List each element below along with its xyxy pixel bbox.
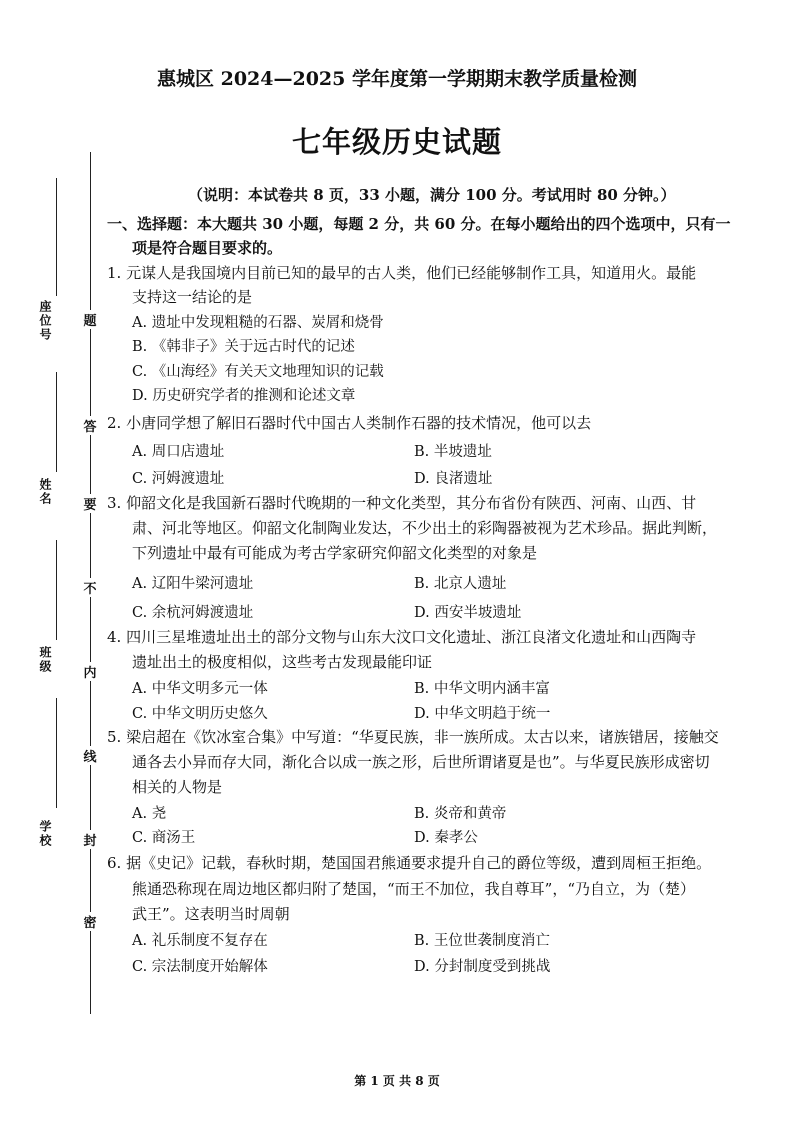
question-3-option-d: D. 西安半坡遗址	[414, 605, 522, 621]
seal-char: 线	[82, 746, 98, 765]
question-2-option-b: B. 半坡遗址	[414, 444, 492, 460]
question-6-stem: 6. 据《史记》记载，春秋时期，楚国国君熊通要求提升自己的爵位等级，遭到周桓王拒绝。	[107, 854, 712, 872]
subject-title: 七年级历史试题	[291, 125, 502, 159]
question-4-option-b: B. 中华文明内涵丰富	[414, 681, 550, 697]
question-5-option-b: B. 炎帝和黄帝	[414, 806, 507, 822]
field-label-school: 学校	[38, 820, 52, 848]
question-5-stem-cont: 相关的人物是	[132, 778, 223, 796]
question-3-option-b: B. 北京人遗址	[414, 576, 507, 592]
question-5-option-a: A. 尧	[132, 806, 167, 822]
field-label-seat: 座位号	[38, 300, 52, 342]
seal-char: 密	[82, 912, 98, 931]
exam-instructions: （说明：本试卷共 8 页，33 小题，满分 100 分。考试用时 80 分钟。）	[188, 186, 676, 204]
field-line-class	[56, 540, 57, 640]
question-6-option-d: D. 分封制度受到挑战	[414, 959, 551, 975]
question-5-option-c: C. 商汤王	[132, 830, 196, 846]
question-6-stem-cont: 武王”。这表明当时周朝	[132, 905, 290, 923]
question-3-stem-cont: 肃、河北等地区。仰韶文化制陶业发达，不少出土的彩陶器被视为艺术珍品。据此判断，	[132, 519, 718, 537]
question-1-option-b: B. 《韩非子》关于远古时代的记述	[132, 339, 355, 355]
question-5-stem-cont: 通各去小异而存大同，渐化合以成一族之形，后世所谓诸夏是也”。与华夏民族形成密切	[132, 753, 710, 771]
seal-char: 封	[82, 830, 98, 849]
field-line-school	[56, 698, 57, 808]
question-6-stem-cont: 熊通恐称现在周边地区都归附了楚国，“而王不加位，我自尊耳”，“乃自立，为（楚）	[132, 880, 696, 898]
field-line-name	[56, 372, 57, 472]
question-1-option-c: C. 《山海经》有关天文地理知识的记载	[132, 364, 384, 380]
field-line-seat	[56, 178, 57, 296]
seal-char: 内	[82, 662, 98, 681]
question-2-stem: 2. 小唐同学想了解旧石器时代中国古人类制作石器的技术情况，他可以去	[107, 414, 592, 432]
seal-char: 题	[82, 310, 98, 329]
seal-char: 答	[82, 416, 98, 435]
question-1-stem-cont: 支持这一结论的是	[132, 288, 253, 306]
page-number: 第 1 页 共 8 页	[354, 1074, 440, 1088]
question-1-option-a: A. 遗址中发现粗糙的石器、炭屑和烧骨	[132, 315, 384, 331]
field-label-name: 姓名	[38, 478, 52, 506]
question-5-stem: 5. 梁启超在《饮冰室合集》中写道：“华夏民族，非一族所成。太古以来，诸族错居，接触交	[107, 728, 719, 746]
section-heading: 一、选择题：本大题共 30 小题，每题 2 分，共 60 分。在每小题给出的四个选项中，只有一	[107, 215, 731, 233]
question-4-option-c: C. 中华文明历史悠久	[132, 706, 268, 722]
question-4-stem: 4. 四川三星堆遗址出土的部分文物与山东大汶口文化遗址、浙江良渚文化遗址和山西陶寺	[107, 628, 697, 646]
seal-char: 不	[82, 578, 98, 597]
question-1-stem: 1. 元谋人是我国境内目前已知的最早的古人类，他们已经能够制作工具，知道用火。最能	[107, 264, 697, 282]
question-2-option-a: A. 周口店遗址	[132, 444, 225, 460]
question-4-option-a: A. 中华文明多元一体	[132, 681, 268, 697]
exam-title: 惠城区 2024—2025 学年度第一学期期末教学质量检测	[157, 68, 637, 90]
question-3-option-c: C. 余杭河姆渡遗址	[132, 605, 254, 621]
question-1-option-d: D. 历史研究学者的推测和论述文章	[132, 388, 356, 404]
question-6-option-c: C. 宗法制度开始解体	[132, 959, 268, 975]
question-3-stem-cont: 下列遗址中最有可能成为考古学家研究仰韶文化类型的对象是	[132, 544, 538, 562]
question-5-option-d: D. 秦孝公	[414, 830, 478, 846]
question-2-option-d: D. 良渚遗址	[414, 471, 493, 487]
question-6-option-b: B. 王位世袭制度消亡	[414, 933, 550, 949]
question-2-option-c: C. 河姆渡遗址	[132, 471, 225, 487]
field-label-class: 班级	[38, 646, 52, 674]
question-4-option-d: D. 中华文明趋于统一	[414, 706, 551, 722]
question-3-stem: 3. 仰韶文化是我国新石器时代晚期的一种文化类型，其分布省份有陕西、河南、山西、甘	[107, 494, 697, 512]
section-heading-cont: 项是符合题目要求的。	[132, 239, 283, 257]
question-4-stem-cont: 遗址出土的极度相似，这些考古发现最能印证	[132, 653, 433, 671]
seal-char: 要	[82, 494, 98, 513]
question-6-option-a: A. 礼乐制度不复存在	[132, 933, 268, 949]
question-3-option-a: A. 辽阳牛梁河遗址	[132, 576, 254, 592]
